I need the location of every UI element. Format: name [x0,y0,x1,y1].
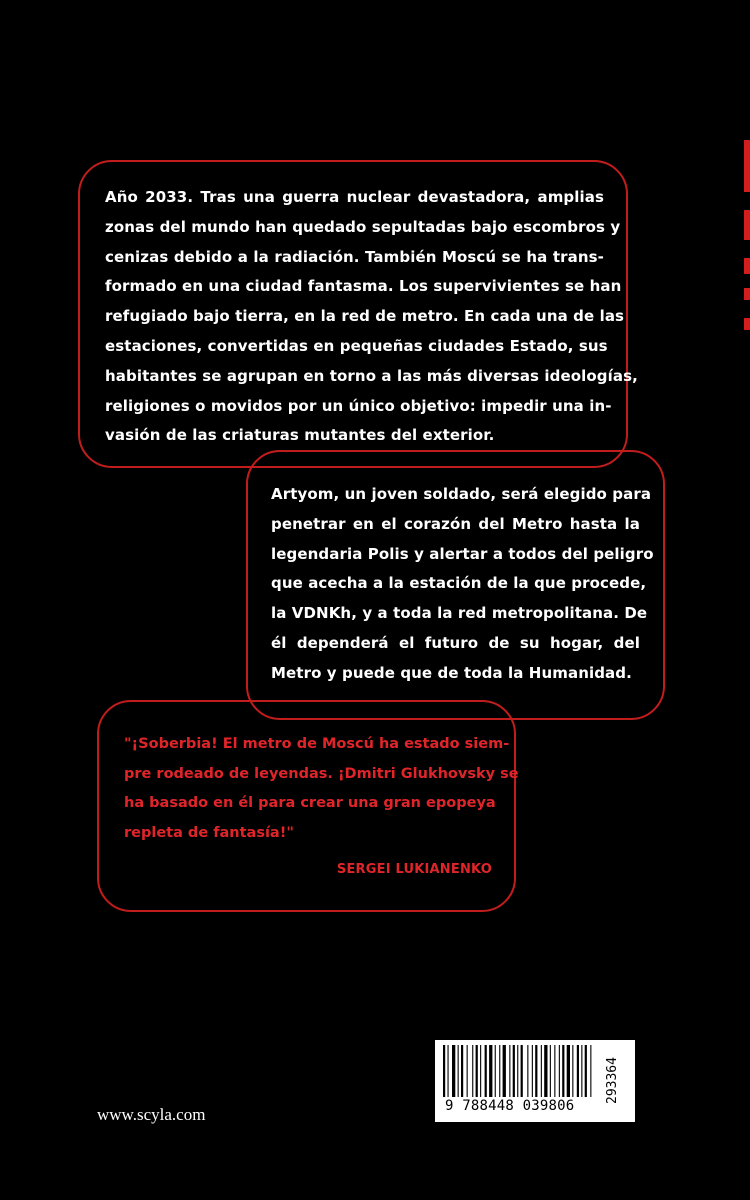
blurb-line: "¡Soberbia! El metro de Moscú ha estado siem- [124,736,510,752]
barcode-bar [495,1045,496,1097]
blurb-quote [124,730,519,848]
barcode-bar [476,1045,478,1097]
barcode-addon: 293364 [605,1057,620,1105]
spine-mark [744,288,750,300]
synopsis-line: formado en una ciudad fantasma. Los supervivientes se han [105,277,622,296]
synopsis-line: religiones o movidos por un único objetivo: impedir una in- [105,396,612,415]
blurb-line: repleta de fantasía!" [124,824,294,841]
barcode-bar [527,1045,528,1097]
story-line: Artyom, un joven soldado, será elegido para [271,485,652,503]
spine-mark [744,258,750,274]
barcode-bar [472,1045,473,1097]
story-line: legendaria Polis y alertar a todos del peligro [271,544,654,563]
barcode-bar [562,1045,564,1097]
barcode-bar [535,1045,537,1097]
barcode-bar [581,1045,582,1097]
barcode-bar [544,1045,547,1097]
barcode-bar [532,1045,533,1097]
barcode-bar [443,1045,445,1097]
barcode-bar [541,1045,542,1097]
barcode-bar [585,1045,587,1097]
barcode-bar [550,1045,551,1097]
barcode-bar [503,1045,506,1097]
story-line: la VDNKh, y a toda la red metropolitana. De [271,604,648,623]
barcode-bar [448,1045,449,1097]
story-line: que acecha a la estación de la que procede, [271,574,647,593]
synopsis-line: zonas del mundo han quedado sepultadas bajo escombros y [105,217,621,236]
barcode-bar [521,1045,523,1097]
spine-mark [744,140,750,192]
story-text [271,480,654,689]
blurb-line: pre rodeado de leyendas. ¡Dmitri Glukhovsky se [124,765,519,782]
barcode-bar [554,1045,555,1097]
barcode-bar [458,1045,459,1097]
synopsis-line: cenizas debido a la radiación. También Moscú se ha trans- [105,247,604,266]
barcode [435,1040,635,1122]
publisher-url: www.scyla.com [97,1105,206,1124]
synopsis-line: Año 2033. Tras una guerra nuclear devastadora, amplias [105,188,604,206]
barcode-bar [485,1045,487,1097]
barcode-bar [489,1045,492,1097]
barcode-bar [480,1045,481,1097]
barcode-bar [567,1045,570,1097]
barcode-bar [461,1045,463,1097]
blurb-line: ha basado en él para crear una gran epopeya [124,795,496,812]
synopsis-line: refugiado bajo tierra, en la red de metro. En cada una de las [105,307,625,326]
barcode-bar [572,1045,573,1097]
story-line: penetrar en el corazón del Metro hasta la [271,514,640,533]
barcode-bar [452,1045,455,1097]
spine-mark [744,318,750,330]
barcode-bar [590,1045,591,1097]
story-line: él dependerá el futuro de su hogar, del [271,633,640,652]
barcode-bar [559,1045,560,1097]
synopsis-line: vasión de las criaturas mutantes del exterior. [105,426,495,445]
synopsis-text [105,183,638,451]
barcode-bar [577,1045,579,1097]
barcode-bar [517,1045,518,1097]
barcode-bar [513,1045,515,1097]
barcode-bar [499,1045,500,1097]
barcode-bar [467,1045,468,1097]
barcode-digits: 9 788448 039806 [445,1098,575,1114]
blurb-author: SERGEI LUKIANENKO [336,862,492,877]
synopsis-line: habitantes se agrupan en torno a las más diversas ideologías, [105,366,638,385]
spine-mark [744,210,750,240]
barcode-bar [509,1045,510,1097]
story-line: Metro y puede que de toda la Humanidad. [271,663,632,682]
synopsis-line: estaciones, convertidas en pequeñas ciudades Estado, sus [105,336,608,355]
